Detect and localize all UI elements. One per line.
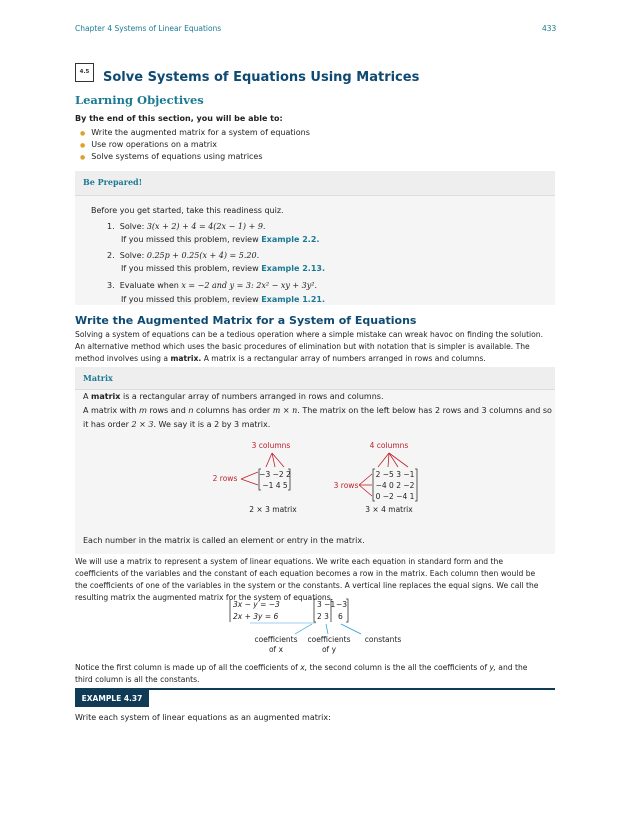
- left-columns-label: 3 columns: [251, 441, 291, 450]
- matrix-definition-title: Matrix: [83, 373, 113, 383]
- right-matrix-row: 2 −5 3 −1: [375, 470, 415, 479]
- label-of-y: of y: [321, 645, 337, 654]
- bullet-icon: ●: [80, 142, 86, 149]
- quiz-item: 3. Evaluate when x = −2 and y = 3: 2x² − xy + 3y².: [107, 281, 318, 290]
- left-matrix-caption: 2 × 3 matrix: [249, 505, 297, 514]
- objective-item: ● Write the augmented matrix for a system of equations: [80, 128, 310, 137]
- label-coefficients-y: coefficients: [307, 635, 351, 644]
- quiz-item: 1. Solve: 3(x + 2) + 4 = 4(2x − 1) + 9.: [107, 222, 266, 231]
- be-prepared-header: [75, 171, 555, 196]
- right-matrix-row: 0 −2 −4 1: [375, 492, 415, 501]
- matrix-def-footer: Each number in the matrix is called an element or entry in the matrix.: [83, 536, 365, 545]
- quiz-item: 2. Solve: 0.25p + 0.25(x + 4) = 5.20.: [107, 251, 260, 260]
- paragraph-augmented: We will use a matrix to represent a system of linear equations. We write each equation in standard form and the coefficients of the variables and the constant of each equation becomes a row in the matrix. Each column then would be the coefficients of one of the variables in the system or the constants. A vertical line replaces the equal signs. We call the resulting matrix the augmented matrix for the system of equations.: [75, 557, 539, 602]
- matrix-def-line: A matrix with m rows and n columns has order m × n. The matrix on the left below has 2 rows and 3 columns and so: [83, 406, 552, 415]
- left-rows-label: 2 rows: [212, 474, 238, 483]
- bullet-icon: ●: [80, 130, 86, 137]
- section-title: Solve Systems of Equations Using Matrices: [103, 70, 420, 85]
- matrix-def-line: it has order 2 × 3. We say it is a 2 by 3 matrix.: [83, 420, 271, 429]
- learning-objectives-title: Learning Objectives: [75, 93, 204, 107]
- augmented-constant: 6: [338, 612, 343, 621]
- example-label: EXAMPLE 4.37: [75, 690, 149, 707]
- label-coefficients-x: coefficients: [254, 635, 298, 644]
- objective-item: ● Use row operations on a matrix: [80, 140, 217, 149]
- right-columns-label: 4 columns: [369, 441, 409, 450]
- augmented-matrix-figure: [220, 596, 440, 656]
- paragraph-intro: Solving a system of equations can be a tedious operation where a simple mistake can wreak havoc on finding the solution. An alternative method which uses the basic procedures of elimination but with notation that is simpler is available. The method involves using a matrix. A matrix is a rectangular array of numbers arranged in rows and columns.: [75, 330, 544, 363]
- right-matrix-row: −4 0 2 −2: [375, 481, 415, 490]
- augmented-coeff-row: 3 −1: [317, 600, 336, 609]
- right-rows-label: 3 rows: [333, 481, 359, 490]
- bullet-icon: ●: [80, 154, 86, 161]
- label-constants: constants: [364, 635, 402, 644]
- augmented-coeff-row: 2 3: [317, 612, 329, 621]
- page-number: 433: [542, 24, 557, 33]
- matrix-definition-header: [75, 367, 555, 390]
- example-link[interactable]: Example 1.21.: [261, 295, 326, 304]
- quiz-review: If you missed this problem, review Example 1.21.: [121, 295, 326, 304]
- system-equation-2: 2x + 3y = 6: [233, 612, 279, 621]
- right-matrix-caption: 3 × 4 matrix: [365, 505, 413, 514]
- learning-objectives-intro: By the end of this section, you will be able to:: [75, 114, 283, 123]
- augmented-constant: −3: [336, 600, 348, 609]
- label-of-x: of x: [268, 645, 284, 654]
- matrix-dimension-figure: [75, 436, 555, 520]
- quiz-review: If you missed this problem, review Example 2.2.: [121, 235, 320, 244]
- be-prepared-title: Be Prepared!: [83, 177, 143, 187]
- matrix-def-line: A matrix is a rectangular array of numbers arranged in rows and columns.: [83, 392, 384, 401]
- system-equation-1: 3x − y = −3: [233, 600, 280, 609]
- example-link[interactable]: Example 2.2.: [261, 235, 320, 244]
- subsection-title: Write the Augmented Matrix for a System of Equations: [75, 314, 417, 327]
- paragraph-columns: Notice the first column is made up of all the coefficients of x, the second column is the all the coefficients of y, and the third column is all the constants.: [75, 663, 528, 684]
- section-number-badge: 4.5: [75, 63, 94, 82]
- be-prepared-intro: Before you get started, take this readiness quiz.: [91, 206, 284, 215]
- quiz-review: If you missed this problem, review Example 2.13.: [121, 264, 326, 273]
- objective-item: ● Solve systems of equations using matrices: [80, 152, 263, 161]
- example-prompt: Write each system of linear equations as an augmented matrix:: [75, 713, 331, 722]
- running-header-chapter: Chapter 4 Systems of Linear Equations: [75, 24, 222, 33]
- left-matrix-row: −1 4 5: [262, 481, 288, 490]
- example-link[interactable]: Example 2.13.: [261, 264, 326, 273]
- left-matrix-row: −3 −2 2: [259, 470, 291, 479]
